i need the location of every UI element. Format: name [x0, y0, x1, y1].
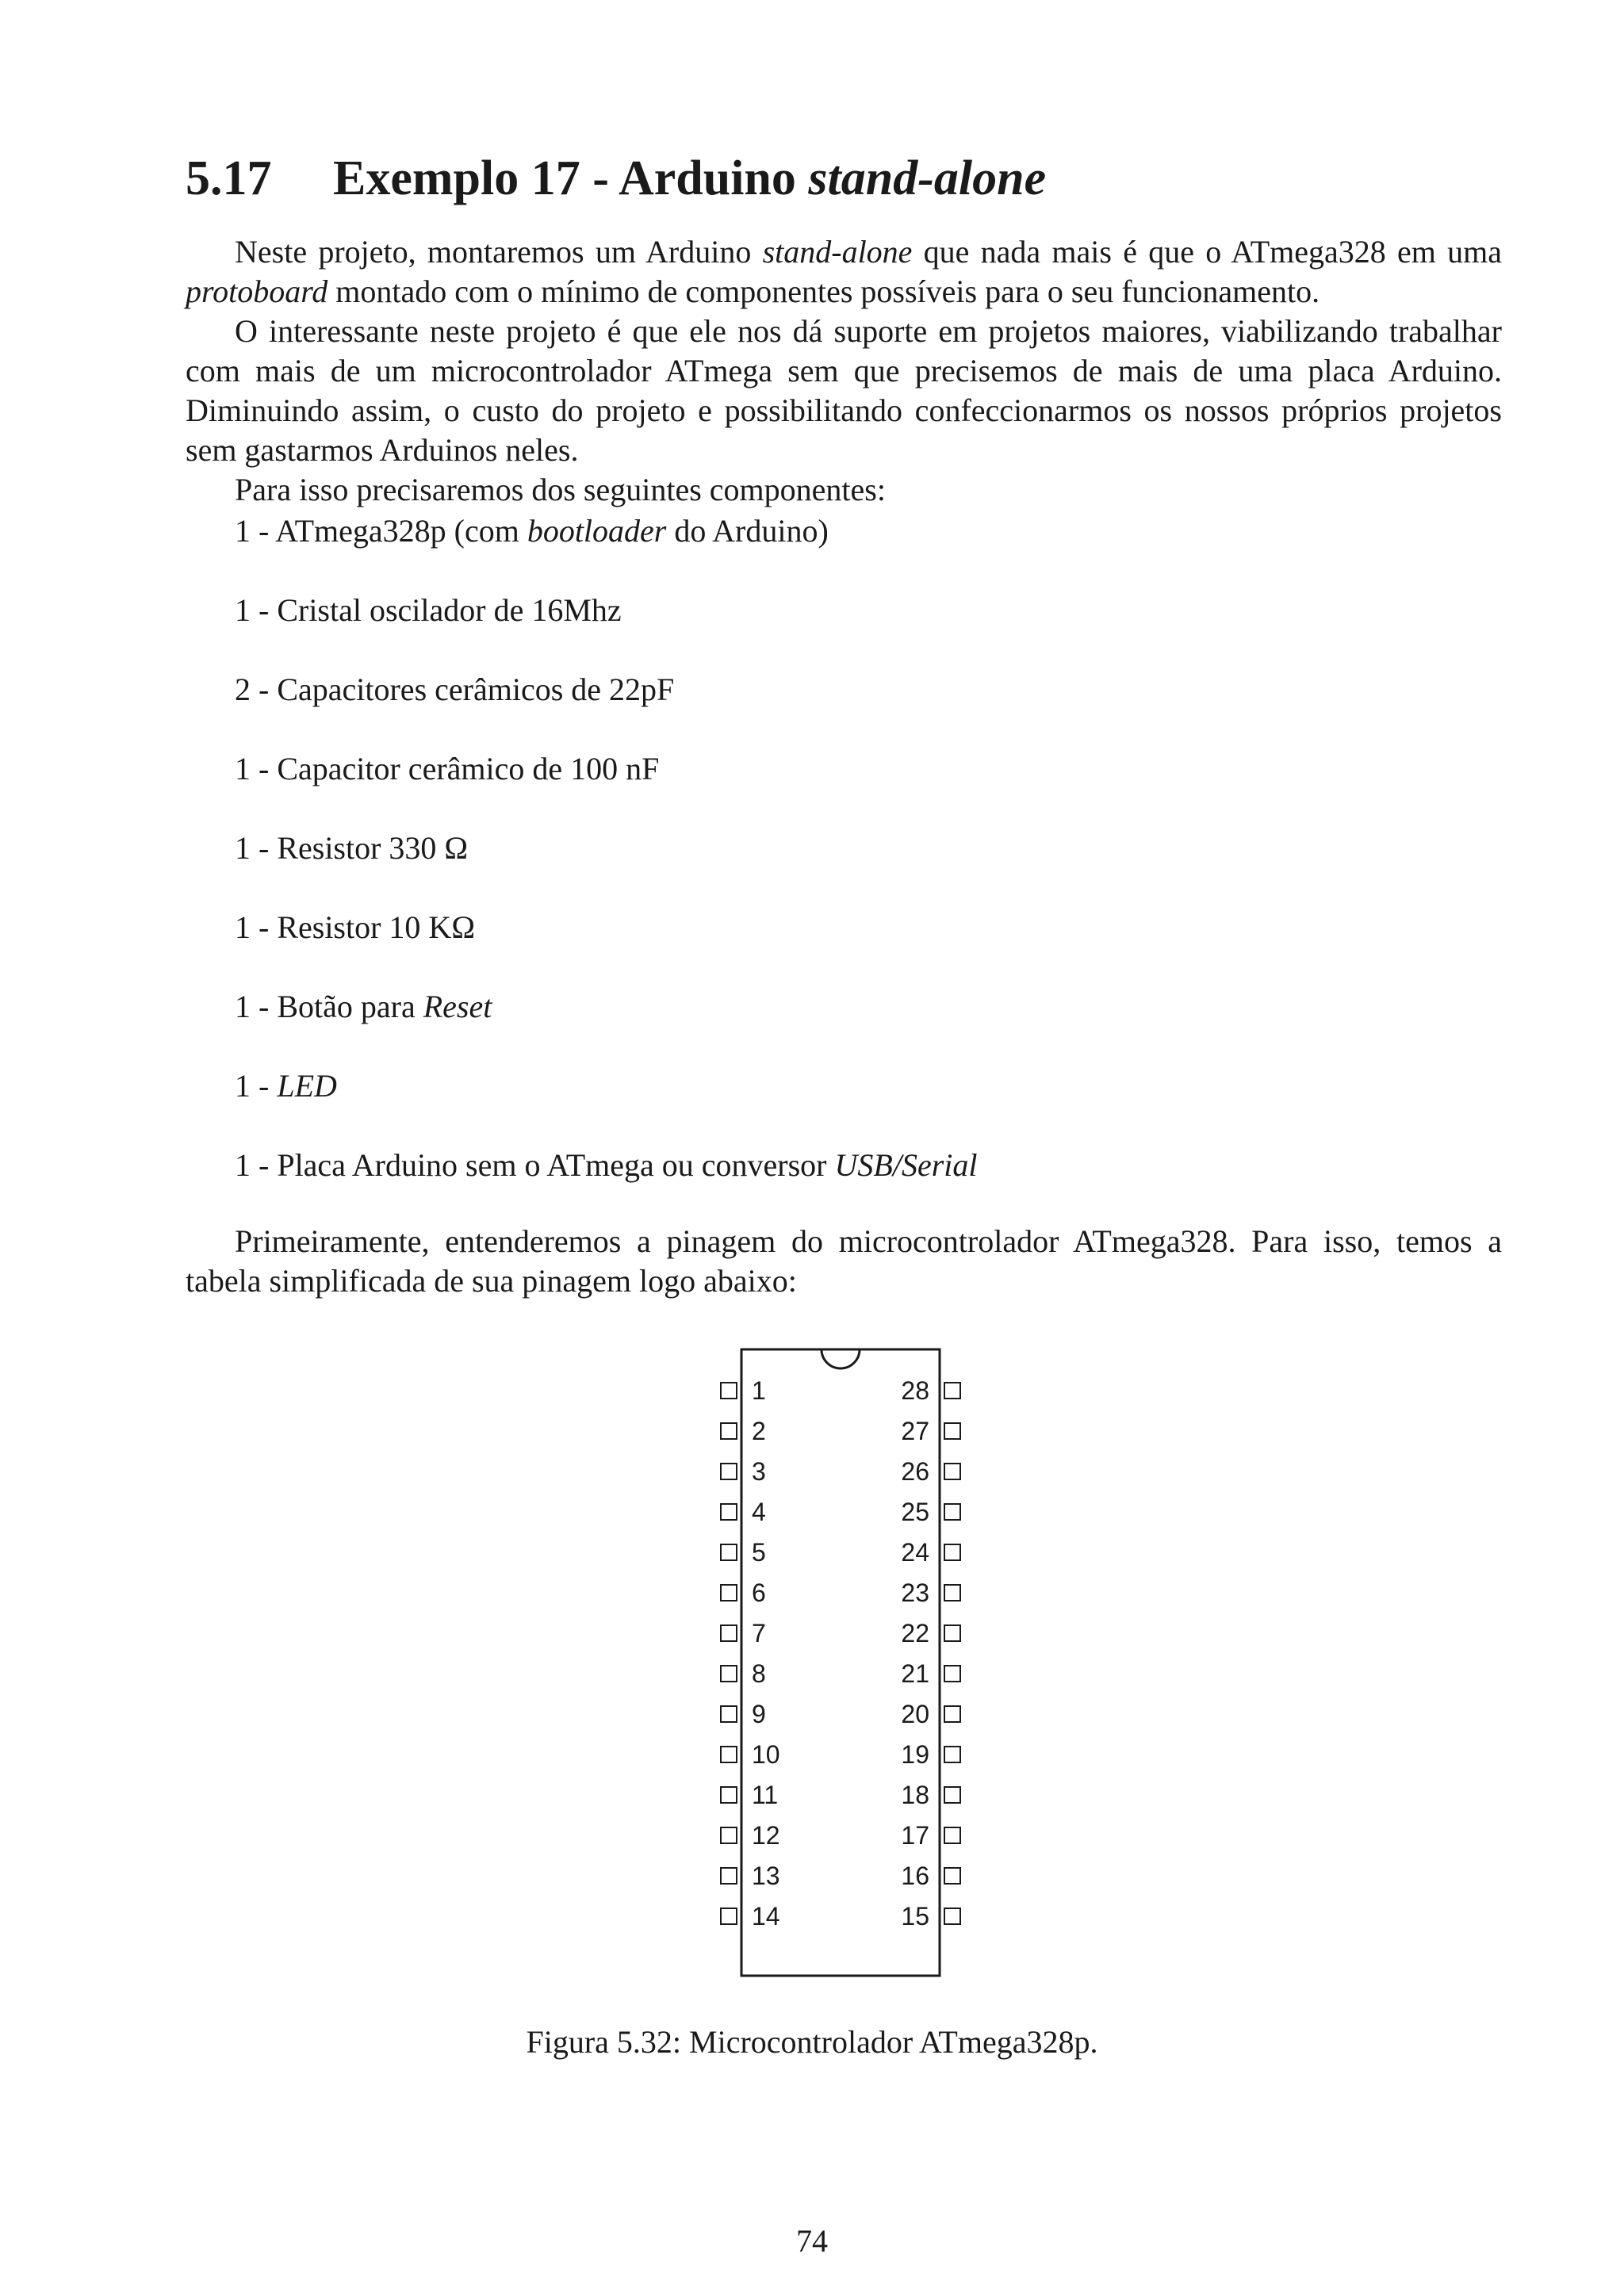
pin-label-right: 20 — [901, 1700, 929, 1728]
list-item: 1 - Cristal oscilador de 16Mhz — [235, 592, 622, 628]
pin-label-right: 17 — [901, 1821, 929, 1850]
pin-label-left: 10 — [752, 1740, 780, 1769]
list-item: 1 - Capacitor cerâmico de 100 nF — [235, 751, 660, 786]
pin-label-left: 3 — [752, 1457, 766, 1486]
intro-text — [186, 232, 1502, 510]
pin-pad-left — [721, 1908, 737, 1924]
list-item: 1 - Placa Arduino sem o ATmega ou conversor USB/Serial — [235, 1147, 978, 1183]
intro-paragraph-1 — [186, 232, 1502, 312]
section-title-italic: stand-alone — [808, 151, 1047, 205]
pin-pad-right — [944, 1868, 960, 1884]
pin-label-left: 6 — [752, 1578, 766, 1607]
intro-paragraph-2: O interessante neste projeto é que ele nos dá suporte em projetos maiores, viabilizando trabalhar com mais de um microcontrolador ATmega sem que precisemos de mais de uma placa Arduino. Diminuindo assim, o custo do projeto e possibilitando confeccionarmos os nossos próprios projetos sem gastarmos Arduinos neles. — [186, 313, 1502, 468]
list-item: 1 - Resistor 330 Ω — [235, 830, 469, 866]
page-number: 74 — [796, 2223, 828, 2259]
right-pin-column — [901, 1376, 960, 1931]
pin-pad-right — [944, 1908, 960, 1924]
pin-pad-left — [721, 1423, 737, 1439]
pin-label-right: 27 — [901, 1417, 929, 1445]
pin-pad-left — [721, 1464, 737, 1479]
pin-pad-left — [721, 1747, 737, 1762]
pin-pad-left — [721, 1544, 737, 1560]
pin-pad-left — [721, 1383, 737, 1399]
pin-pad-right — [944, 1827, 960, 1843]
atmega328-pinout-diagram — [714, 1341, 967, 1984]
pin-label-left: 8 — [752, 1659, 766, 1688]
intro-paragraph-3: Para isso precisaremos dos seguintes componentes: — [235, 472, 886, 507]
figure-caption: Figura 5.32: Microcontrolador ATmega328p. — [526, 2024, 1098, 2060]
pin-label-left: 2 — [752, 1417, 766, 1445]
pin-pad-right — [944, 1666, 960, 1682]
pin-pad-left — [721, 1585, 737, 1601]
pin-label-left: 12 — [752, 1821, 780, 1850]
pin-pad-left — [721, 1706, 737, 1722]
section-number: 5.17 — [186, 151, 272, 205]
pin-label-right: 22 — [901, 1619, 929, 1647]
intro-p1-part-c: que nada mais é que o ATmega328 em uma — [912, 234, 1502, 270]
section-heading — [186, 151, 1046, 206]
pin-pad-left — [721, 1666, 737, 1682]
pin-pad-right — [944, 1423, 960, 1439]
pin-label-right: 25 — [901, 1498, 929, 1526]
pin-pad-right — [944, 1544, 960, 1560]
pin-pad-right — [944, 1504, 960, 1520]
pin-label-left: 1 — [752, 1376, 766, 1405]
pin-label-right: 21 — [901, 1659, 929, 1688]
intro-p1-protoboard: protoboard — [186, 274, 328, 309]
pin-label-right: 19 — [901, 1740, 929, 1769]
pin-pad-right — [944, 1383, 960, 1399]
pin-label-left: 14 — [752, 1902, 780, 1931]
list-item: 1 - LED — [235, 1068, 337, 1104]
pin-pad-right — [944, 1464, 960, 1479]
pin-pad-left — [721, 1625, 737, 1641]
components-list — [235, 511, 978, 1225]
pin-label-left: 4 — [752, 1498, 766, 1526]
intro-p1-part-a: Neste projeto, montaremos um Arduino — [235, 234, 763, 270]
pin-label-left: 9 — [752, 1700, 766, 1728]
intro-p1-stand-alone: stand-alone — [762, 234, 913, 270]
section-title: Exemplo 17 - Arduino — [333, 151, 809, 205]
pin-label-right: 26 — [901, 1457, 929, 1486]
pin-label-left: 11 — [752, 1781, 779, 1809]
pin-label-right: 15 — [901, 1902, 929, 1931]
pin-label-right: 28 — [901, 1376, 929, 1405]
pin-pad-right — [944, 1625, 960, 1641]
list-item: 2 - Capacitores cerâmicos de 22pF — [235, 672, 675, 707]
pin-label-right: 18 — [901, 1781, 929, 1809]
intro-p1-part-e: montado com o mínimo de componentes possíveis para o seu funcionamento. — [327, 274, 1320, 309]
pin-label-left: 13 — [752, 1862, 780, 1890]
pin-pad-left — [721, 1504, 737, 1520]
list-item: 1 - Botão para Reset — [235, 989, 492, 1024]
chip-notch — [822, 1349, 860, 1368]
pin-label-right: 23 — [901, 1578, 929, 1607]
pin-pad-left — [721, 1868, 737, 1884]
pin-pad-right — [944, 1706, 960, 1722]
pin-label-left: 7 — [752, 1619, 766, 1647]
pin-pad-left — [721, 1827, 737, 1843]
pin-pad-right — [944, 1747, 960, 1762]
pin-label-right: 24 — [901, 1538, 929, 1567]
pin-pad-right — [944, 1787, 960, 1803]
list-item: 1 - Resistor 10 KΩ — [235, 909, 476, 945]
pin-label-right: 16 — [901, 1862, 929, 1890]
pin-pad-right — [944, 1585, 960, 1601]
pinout-intro-paragraph: Primeiramente, entenderemos a pinagem do microcontrolador ATmega328. Para isso, temos a tabela simplificada de sua pinagem logo abaixo: — [186, 1223, 1502, 1299]
pin-label-left: 5 — [752, 1538, 766, 1567]
left-pin-column — [721, 1376, 780, 1931]
list-item: 1 - ATmega328p (com bootloader do Arduino) — [235, 513, 829, 549]
pin-pad-left — [721, 1787, 737, 1803]
